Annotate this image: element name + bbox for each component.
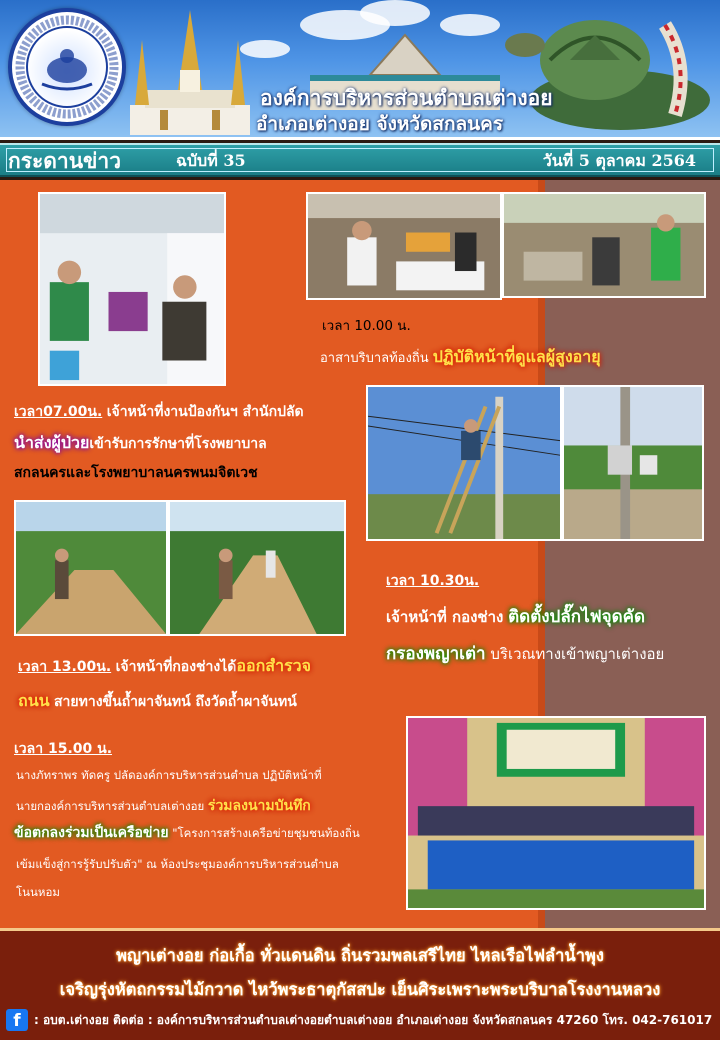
news-bar — [0, 143, 720, 177]
header-banner — [0, 0, 720, 140]
item-1500-text2: นายกองค์การบริหารส่วนตำบลเต่างอย — [16, 799, 205, 813]
item-1030-text2: บริเวณทางเข้าพญาเต่างอย — [490, 645, 665, 663]
item-1030-line2 — [386, 640, 664, 667]
photo-mou-signing-group — [406, 716, 706, 910]
item-1500-highlight2: ข้อตกลงร่วมเป็นเครือข่าย — [14, 825, 169, 841]
item-1030-line1 — [386, 603, 645, 630]
item-1500-time-text: เวลา 15.00 น. — [14, 741, 113, 757]
item-0700-text1: เจ้าหน้าที่งานป้องกันฯ สำนักปลัด — [106, 404, 304, 420]
item-1000-time: เวลา 10.00 น. — [322, 318, 411, 334]
item-1030-highlight2: กรองพญาเต่า — [386, 644, 486, 664]
photo-ambulance-patient — [38, 192, 226, 386]
item-1030-text1: เจ้าหน้าที่ กองช่าง — [386, 608, 504, 626]
turtle-statue-image — [500, 5, 715, 135]
item-1300-highlight1: ออกสำรวจ — [236, 656, 311, 675]
item-1300-time: เวลา 13.00น. — [18, 659, 112, 675]
organization-subtitle: อำเภอเต่างอย จังหวัดสกลนคร — [256, 113, 504, 135]
temple-stupa-image — [120, 10, 260, 135]
issue-date: วันที่ 5 ตุลาคม 2564 — [542, 151, 696, 170]
item-0700-highlight: นำส่งผู้ป่วย — [14, 433, 90, 452]
item-1030-highlight1: ติดตั้งปลั๊กไฟจุดคัด — [508, 607, 646, 627]
item-1030-time — [386, 570, 479, 592]
footer — [0, 928, 720, 1040]
photo-road-survey-1 — [14, 500, 168, 636]
item-1500-line1: นางภัทราพร ทัดครู ปลัดองค์การบริหารส่วนตำบล ปฏิบัติหน้าที่ — [16, 768, 322, 782]
item-0700-text2: เข้ารับการรักษาที่โรงพยาบาล — [89, 436, 267, 452]
contact-info: : อบต.เต่างอย ติดต่อ : องค์การบริหารส่วนตำบลเต่างอยตำบลเต่างอย อำเภอเต่างอย จังหวัดสกลนคร 47260 โทร. 042-761017 — [34, 1013, 713, 1027]
item-1000-highlight: ปฏิบัติหน้าที่ดูแลผู้สูงอายุ — [432, 347, 601, 366]
photo-pole-installation — [366, 385, 562, 541]
item-1500-highlight1: ร่วมลงนามบันทึก — [207, 798, 311, 814]
item-1500-line4: เข้มแข็งสู่การรู้รับปรับตัว" ณ ห้องประชุมองค์การบริหารส่วนตำบล — [16, 857, 339, 871]
photo-elderly-care-1 — [306, 192, 502, 300]
item-1500-line5: โนนหอม — [16, 885, 60, 899]
issue-number: ฉบับที่ 35 — [176, 151, 246, 170]
item-1300-text1: เจ้าหน้าที่กองช่างได้ — [115, 659, 237, 675]
item-1000-line1 — [320, 345, 601, 370]
footer-slogan-2: เจริญรุ่งหัตถกรรมไม้กวาด ไหว้พระธาตุกัสสปะ เย็นศิระเพราะพระบริบาลโรงงานหลวง — [59, 980, 661, 999]
item-1300-highlight2: ถนน — [18, 691, 50, 710]
item-1300-line2 — [18, 689, 297, 714]
photo-checkpoint-plug — [562, 385, 704, 541]
item-0700-line2 — [14, 431, 267, 456]
item-1300-line1 — [18, 654, 311, 679]
item-0700-time: เวลา07.00น. — [14, 404, 103, 420]
item-1500-line2 — [16, 795, 311, 817]
item-0700-line1 — [14, 401, 304, 423]
photo-road-survey-2 — [168, 500, 346, 636]
footer-slogan-1: พญาเต่างอย ก่อเกื้อ ทั่วแดนดิน ถิ่นรวมพลเสรีไทย ไหลเรือไฟลำน้ำพุง — [116, 946, 604, 965]
item-1000-text: อาสาบริบาลท้องถิ่น — [320, 351, 429, 366]
news-board-title: กระดานข่าว — [8, 148, 121, 173]
item-1300-text2: สายทางขึ้นถ้ำผาจันทน์ ถึงวัดถ้ำผาจันทน์ — [54, 694, 297, 710]
facebook-icon[interactable]: f — [6, 1009, 28, 1031]
organization-seal-logo — [8, 8, 126, 126]
item-1500-line3 — [14, 822, 360, 844]
item-1030-time-text: เวลา 10.30น. — [386, 573, 480, 589]
organization-title: องค์การบริหารส่วนตำบลเต่างอย — [260, 86, 553, 110]
item-1500-time — [14, 738, 112, 760]
item-0700-line3: สกลนครและโรงพยาบาลนครพนมจิตเวช — [14, 465, 258, 481]
item-1500-text3: "โครงการสร้างเครือข่ายชุมชนท้องถิ่น — [172, 826, 360, 840]
photo-elderly-care-2 — [502, 192, 706, 298]
